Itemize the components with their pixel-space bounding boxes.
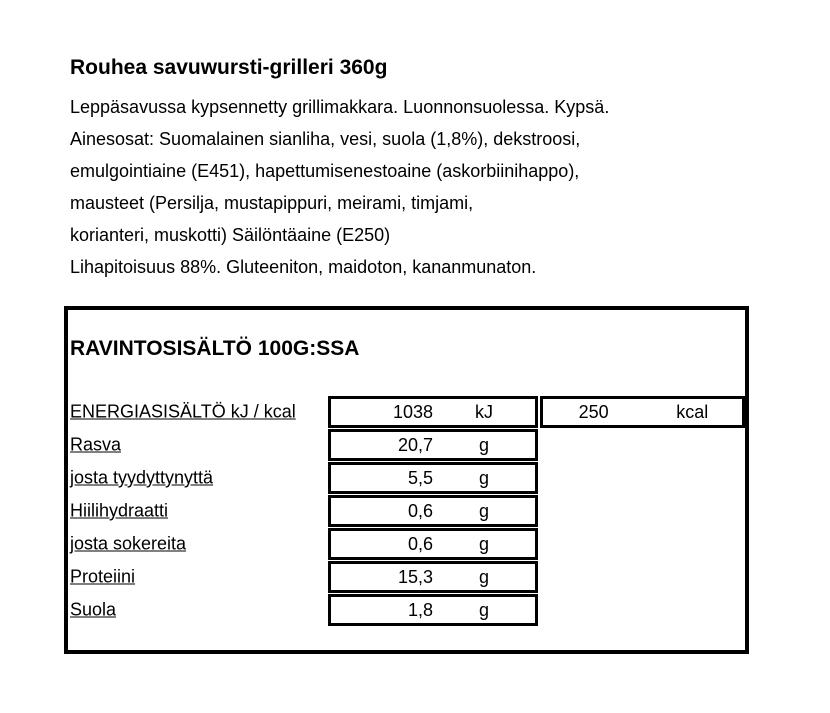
row-label-carbohydrate: Hiilihydraatti <box>70 500 169 521</box>
salt-value: 1,8 <box>407 599 433 620</box>
row-label-saturated-fat: josta tyydyttynyttä <box>70 467 214 488</box>
description-line-6: Lihapitoisuus 88%. Gluteeniton, maidoton, kananmunaton. <box>70 257 537 277</box>
row-label-energy: ENERGIASISÄLTÖ kJ / kcal <box>70 401 296 422</box>
nutrition-row-carbohydrate <box>68 495 745 527</box>
value-box-energy-kj <box>328 396 538 428</box>
value-box-protein <box>328 561 538 593</box>
value-box-sugars <box>328 528 538 560</box>
nutrition-table <box>64 306 749 654</box>
value-box-energy-kcal <box>540 396 745 428</box>
description-line-1: Leppäsavussa kypsennetty grillimakkara. Luonnonsuolessa. Kypsä. <box>70 97 610 117</box>
nutrition-row-sugars <box>68 528 745 560</box>
value-box-saturated-fat <box>328 462 538 494</box>
value-box-salt <box>328 594 538 626</box>
salt-unit: g <box>478 599 489 620</box>
row-label-fat: Rasva <box>70 434 122 455</box>
nutrition-row-protein <box>68 561 745 593</box>
nutrition-rows <box>68 396 745 627</box>
fat-unit: g <box>478 434 489 455</box>
page-title: Rouhea savuwursti-grilleri 360g <box>70 56 388 79</box>
description-line-4: mausteet (Persilja, mustapippuri, meirami, timjami, <box>70 193 474 213</box>
row-label-sugars: josta sokereita <box>70 533 187 554</box>
product-description <box>70 91 609 283</box>
description-line-3: emulgointiaine (E451), hapettumisenestoaine (askorbiinihappo), <box>70 161 580 181</box>
protein-value: 15,3 <box>397 566 433 587</box>
nutrition-row-fat <box>68 429 745 461</box>
carbohydrate-unit: g <box>478 500 489 521</box>
sugars-unit: g <box>478 533 489 554</box>
product-info-section <box>70 55 609 283</box>
energy-kj-value: 1038 <box>392 401 433 422</box>
saturated-fat-unit: g <box>478 467 489 488</box>
energy-kcal-value: 250 <box>578 401 609 422</box>
row-label-protein: Proteiini <box>70 566 136 587</box>
row-label-salt: Suola <box>70 599 117 620</box>
description-line-2: Ainesosat: Suomalainen sianliha, vesi, suola (1,8%), dekstroosi, <box>70 129 581 149</box>
description-line-5: korianteri, muskotti) Säilöntäaine (E250) <box>70 225 391 245</box>
fat-value: 20,7 <box>397 434 433 455</box>
nutrition-row-saturated-fat <box>68 462 745 494</box>
energy-kj-unit: kJ <box>475 401 493 422</box>
carbohydrate-value: 0,6 <box>407 500 433 521</box>
nutrition-table-heading: RAVINTOSISÄLTÖ 100G:SSA <box>70 337 360 360</box>
nutrition-row-energy <box>68 396 745 428</box>
saturated-fat-value: 5,5 <box>407 467 433 488</box>
value-box-fat <box>328 429 538 461</box>
energy-kcal-unit: kcal <box>676 401 709 422</box>
protein-unit: g <box>478 566 489 587</box>
value-box-carbohydrate <box>328 495 538 527</box>
nutrition-row-salt <box>68 594 745 626</box>
sugars-value: 0,6 <box>407 533 433 554</box>
